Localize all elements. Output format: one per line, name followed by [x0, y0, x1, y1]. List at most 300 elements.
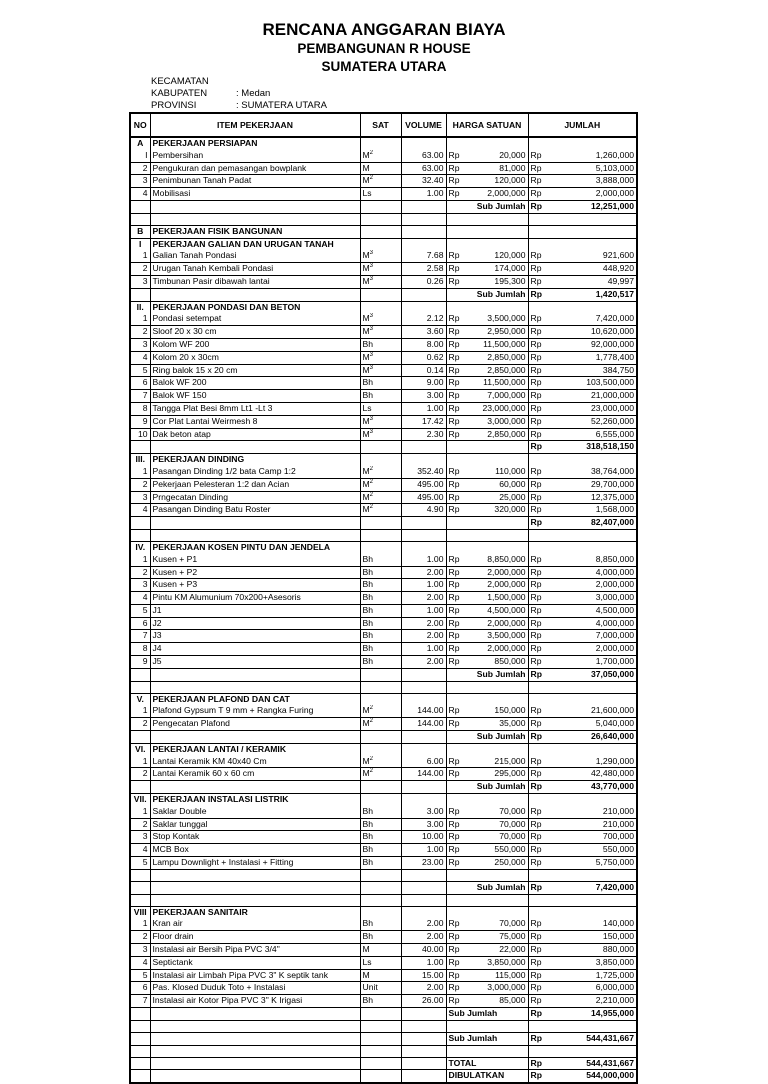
empty-cell — [360, 731, 401, 744]
unit-label: Bh — [362, 566, 374, 577]
unit-cell — [360, 969, 401, 982]
table-row — [130, 390, 637, 403]
item-description: MCB Box — [150, 844, 360, 857]
table-row — [130, 806, 637, 818]
unit-exponent: 3 — [369, 415, 374, 422]
empty-cell — [446, 743, 464, 755]
total-currency: Rp — [528, 918, 546, 930]
volume-value: 3.00 — [401, 390, 446, 403]
empty-cell — [150, 869, 360, 881]
empty-cell — [528, 454, 546, 466]
total-amount: 544,431,667 — [546, 1057, 637, 1070]
row-number: 2 — [130, 768, 150, 781]
unit-cell — [360, 275, 401, 288]
empty-cell — [528, 541, 546, 553]
unit-label: M — [362, 428, 370, 439]
empty-cell — [546, 454, 637, 466]
row-number: VIII — [130, 906, 150, 918]
subtotal-label: Sub Jumlah — [446, 731, 528, 744]
table-row — [130, 478, 637, 491]
unit-price: 295,000 — [464, 768, 528, 781]
total-amount: 550,000 — [546, 844, 637, 857]
subtotal-label — [446, 441, 528, 454]
unit-label: Bh — [362, 390, 374, 401]
header-harga-satuan: HARGA SATUAN — [446, 113, 528, 137]
total-amount: 38,764,000 — [546, 466, 637, 478]
volume-value: 2.00 — [401, 656, 446, 669]
row-number: 3 — [130, 491, 150, 504]
empty-cell — [546, 1045, 637, 1057]
empty-cell — [150, 668, 360, 681]
empty-cell — [546, 541, 637, 553]
price-currency: Rp — [446, 995, 464, 1008]
item-description: Instalasi air Bersih Pipa PVC 3/4" — [150, 944, 360, 957]
unit-label: M — [362, 162, 370, 173]
volume-value: 2.00 — [401, 982, 446, 995]
total-amount: 921,600 — [546, 250, 637, 262]
item-description: Lantai Keramik 60 x 60 cm — [150, 768, 360, 781]
row-number: 6 — [130, 982, 150, 995]
subtotal-row — [130, 200, 637, 213]
empty-cell — [401, 1008, 446, 1021]
unit-cell — [360, 630, 401, 643]
budget-table — [129, 112, 638, 1084]
unit-label: M — [362, 969, 370, 980]
total-amount: 21,600,000 — [546, 705, 637, 717]
price-currency: Rp — [446, 944, 464, 957]
empty-cell — [401, 137, 446, 150]
empty-cell — [130, 681, 150, 693]
total-amount: 103,500,000 — [546, 377, 637, 390]
volume-value: 3.00 — [401, 818, 446, 831]
empty-cell — [360, 1032, 401, 1045]
unit-cell — [360, 566, 401, 579]
item-description: Balok WF 150 — [150, 390, 360, 403]
unit-exponent: 3 — [369, 313, 374, 320]
table-row — [130, 326, 637, 339]
total-currency: Rp — [528, 441, 546, 454]
total-currency: Rp — [528, 162, 546, 175]
empty-cell — [130, 441, 150, 454]
item-description: Instalasi air Limbah Pipa PVC 3" K septik tank — [150, 969, 360, 982]
price-currency: Rp — [446, 313, 464, 325]
total-currency: Rp — [528, 390, 546, 403]
unit-exponent: 3 — [369, 428, 374, 435]
total-currency: Rp — [528, 844, 546, 857]
unit-cell — [360, 351, 401, 364]
volume-value: 17.42 — [401, 415, 446, 428]
total-currency: Rp — [528, 1070, 546, 1083]
table-row — [130, 705, 637, 717]
price-currency: Rp — [446, 956, 464, 969]
total-amount: 2,000,000 — [546, 579, 637, 592]
volume-value: 2.00 — [401, 630, 446, 643]
empty-cell — [546, 894, 637, 906]
empty-cell — [401, 225, 446, 238]
empty-cell — [446, 681, 464, 693]
total-currency: Rp — [528, 592, 546, 605]
unit-cell — [360, 705, 401, 717]
total-currency: Rp — [528, 630, 546, 643]
total-currency: Rp — [528, 969, 546, 982]
volume-value: 2.12 — [401, 313, 446, 325]
total-amount: 1,700,000 — [546, 656, 637, 669]
row-number: VII. — [130, 794, 150, 806]
empty-cell — [360, 906, 401, 918]
unit-label: M — [362, 944, 370, 955]
row-number: 4 — [130, 188, 150, 201]
empty-cell — [446, 794, 464, 806]
total-amount: 4,500,000 — [546, 604, 637, 617]
item-description: Stop Kontak — [150, 831, 360, 844]
item-description: Timbunan Pasir dibawah lantai — [150, 275, 360, 288]
empty-cell — [446, 906, 464, 918]
section-row — [130, 743, 637, 755]
price-currency: Rp — [446, 275, 464, 288]
total-amount: 82,407,000 — [546, 517, 637, 530]
price-currency: Rp — [446, 175, 464, 188]
empty-cell — [401, 1020, 446, 1032]
total-currency: Rp — [528, 995, 546, 1008]
total-amount: 2,000,000 — [546, 188, 637, 201]
section-title: PEKERJAAN PERSIAPAN — [150, 137, 360, 150]
empty-cell — [360, 301, 401, 313]
empty-cell — [401, 454, 446, 466]
total-amount: 14,955,000 — [546, 1008, 637, 1021]
unit-price: 2,000,000 — [464, 566, 528, 579]
total-amount: 92,000,000 — [546, 338, 637, 351]
empty-cell — [150, 781, 360, 794]
table-row — [130, 579, 637, 592]
price-currency: Rp — [446, 806, 464, 818]
table-row — [130, 969, 637, 982]
item-description: J5 — [150, 656, 360, 669]
empty-cell — [446, 894, 464, 906]
item-description: Pembersihan — [150, 150, 360, 162]
total-currency: Rp — [528, 668, 546, 681]
unit-label: M — [362, 491, 370, 502]
total-amount: 5,750,000 — [546, 857, 637, 870]
unit-label: Bh — [362, 630, 374, 641]
total-currency: Rp — [528, 579, 546, 592]
empty-cell — [464, 225, 528, 238]
price-currency: Rp — [446, 831, 464, 844]
total-currency: Rp — [528, 831, 546, 844]
unit-label: Bh — [362, 805, 374, 816]
unit-label: M — [362, 275, 370, 286]
volume-value: 1.00 — [401, 579, 446, 592]
empty-cell — [446, 213, 464, 225]
unit-price: 7,000,000 — [464, 390, 528, 403]
empty-cell — [401, 731, 446, 744]
item-description: J4 — [150, 643, 360, 656]
empty-cell — [446, 541, 464, 553]
empty-cell — [360, 441, 401, 454]
unit-label: Bh — [362, 338, 374, 349]
empty-cell — [528, 743, 546, 755]
volume-value: 1.00 — [401, 554, 446, 566]
price-currency: Rp — [446, 402, 464, 415]
empty-cell — [546, 693, 637, 705]
row-number: 4 — [130, 504, 150, 517]
row-number: 4 — [130, 844, 150, 857]
empty-cell — [130, 213, 150, 225]
row-number: 4 — [130, 956, 150, 969]
price-currency: Rp — [446, 428, 464, 441]
price-currency: Rp — [446, 504, 464, 517]
total-currency: Rp — [528, 881, 546, 894]
section-title: PEKERJAAN INSTALASI LISTRIK — [150, 794, 360, 806]
price-currency: Rp — [446, 390, 464, 403]
empty-cell — [360, 693, 401, 705]
item-description: Instalasi air Kotor Pipa PVC 3" K Irigasi — [150, 995, 360, 1008]
volume-value: 2.00 — [401, 918, 446, 930]
total-currency: Rp — [528, 402, 546, 415]
unit-cell — [360, 554, 401, 566]
row-number: 2 — [130, 566, 150, 579]
table-row — [130, 918, 637, 930]
unit-label: Bh — [362, 617, 374, 628]
unit-price: 120,000 — [464, 250, 528, 262]
unit-price: 215,000 — [464, 756, 528, 768]
item-description: J1 — [150, 604, 360, 617]
total-amount: 544,000,000 — [546, 1070, 637, 1083]
item-description: Septictank — [150, 956, 360, 969]
total-currency: Rp — [528, 1008, 546, 1021]
unit-cell — [360, 756, 401, 768]
row-number: I — [130, 238, 150, 250]
row-number: 7 — [130, 390, 150, 403]
total-amount: 37,050,000 — [546, 668, 637, 681]
empty-cell — [546, 225, 637, 238]
total-currency: Rp — [528, 617, 546, 630]
subtotal-label: Sub Jumlah — [446, 781, 528, 794]
empty-cell — [360, 881, 401, 894]
unit-price: 3,500,000 — [464, 630, 528, 643]
table-row — [130, 630, 637, 643]
header-jumlah: JUMLAH — [528, 113, 637, 137]
table-row — [130, 617, 637, 630]
total-amount: 3,850,000 — [546, 956, 637, 969]
section-row — [130, 225, 637, 238]
empty-cell — [446, 693, 464, 705]
table-row — [130, 415, 637, 428]
unit-label: M — [362, 364, 370, 375]
empty-cell — [528, 794, 546, 806]
empty-cell — [546, 301, 637, 313]
total-currency: Rp — [528, 517, 546, 530]
volume-value: 26.00 — [401, 995, 446, 1008]
price-currency: Rp — [446, 466, 464, 478]
table-row — [130, 718, 637, 731]
row-number: 2 — [130, 263, 150, 276]
empty-cell — [150, 1020, 360, 1032]
empty-cell — [401, 301, 446, 313]
row-number: 3 — [130, 175, 150, 188]
unit-cell — [360, 250, 401, 262]
empty-cell — [446, 1045, 464, 1057]
table-header-row — [130, 113, 637, 137]
table-row — [130, 756, 637, 768]
price-currency: Rp — [446, 592, 464, 605]
total-currency: Rp — [528, 250, 546, 262]
empty-cell — [150, 681, 360, 693]
unit-cell — [360, 806, 401, 818]
total-amount: 150,000 — [546, 931, 637, 944]
empty-cell — [360, 1070, 401, 1083]
unit-label: Ls — [362, 188, 372, 199]
total-currency: Rp — [528, 956, 546, 969]
total-amount: 3,000,000 — [546, 592, 637, 605]
empty-cell — [528, 301, 546, 313]
table-row — [130, 818, 637, 831]
unit-label: M — [362, 175, 370, 186]
volume-value: 2.00 — [401, 592, 446, 605]
total-currency: Rp — [528, 504, 546, 517]
empty-cell — [130, 1032, 150, 1045]
unit-price: 2,950,000 — [464, 326, 528, 339]
volume-value: 495.00 — [401, 478, 446, 491]
empty-cell — [446, 301, 464, 313]
total-amount: 7,000,000 — [546, 630, 637, 643]
empty-cell — [528, 238, 546, 250]
row-number: 6 — [130, 377, 150, 390]
unit-price: 115,000 — [464, 969, 528, 982]
item-description: Prngecatan Dinding — [150, 491, 360, 504]
empty-cell — [528, 869, 546, 881]
table-body — [130, 137, 637, 1083]
unit-cell — [360, 592, 401, 605]
empty-cell — [360, 894, 401, 906]
item-description: Pas. Klosed Duduk Toto + Instalasi — [150, 982, 360, 995]
unit-label: M — [362, 465, 370, 476]
total-currency: Rp — [528, 415, 546, 428]
empty-cell — [360, 1008, 401, 1021]
document-subtitle-project: PEMBANGUNAN R HOUSE — [297, 41, 471, 56]
document-subtitle-region: SUMATERA UTARA — [321, 59, 447, 74]
total-amount: 318,518,150 — [546, 441, 637, 454]
unit-price: 850,000 — [464, 656, 528, 669]
row-number: 5 — [130, 857, 150, 870]
unit-cell — [360, 944, 401, 957]
table-row — [130, 338, 637, 351]
table-row — [130, 931, 637, 944]
section-title: PEKERJAAN GALIAN DAN URUGAN TANAH — [150, 238, 360, 250]
empty-cell — [546, 743, 637, 755]
row-number: IV. — [130, 541, 150, 553]
unit-cell — [360, 504, 401, 517]
row-number: 1 — [130, 756, 150, 768]
volume-value: 9.00 — [401, 377, 446, 390]
empty-cell — [464, 906, 528, 918]
item-description: Mobilisasi — [150, 188, 360, 201]
item-description: J2 — [150, 617, 360, 630]
price-currency: Rp — [446, 566, 464, 579]
row-number: 8 — [130, 643, 150, 656]
total-amount: 140,000 — [546, 918, 637, 930]
unit-cell — [360, 175, 401, 188]
empty-cell — [528, 681, 546, 693]
unit-cell — [360, 415, 401, 428]
unit-label: M — [362, 478, 370, 489]
unit-label: Bh — [362, 831, 374, 842]
section-row — [130, 906, 637, 918]
header-sat: SAT — [360, 113, 401, 137]
item-description: Pasangan Dinding Batu Roster — [150, 504, 360, 517]
price-currency: Rp — [446, 617, 464, 630]
item-description: Tangga Plat Besi 8mm Lt1 -Lt 3 — [150, 402, 360, 415]
row-number: 2 — [130, 326, 150, 339]
total-currency: Rp — [528, 705, 546, 717]
unit-label: Ls — [362, 956, 372, 967]
total-currency: Rp — [528, 731, 546, 744]
section-title: PEKERJAAN DINDING — [150, 454, 360, 466]
total-currency: Rp — [528, 857, 546, 870]
volume-value: 2.00 — [401, 617, 446, 630]
volume-value: 1.00 — [401, 956, 446, 969]
empty-cell — [528, 693, 546, 705]
total-amount: 210,000 — [546, 818, 637, 831]
total-amount: 29,700,000 — [546, 478, 637, 491]
table-row — [130, 188, 637, 201]
empty-cell — [360, 454, 401, 466]
empty-cell — [130, 881, 150, 894]
empty-cell — [546, 529, 637, 541]
total-currency: Rp — [528, 818, 546, 831]
spacer-row — [130, 1020, 637, 1032]
item-description: J3 — [150, 630, 360, 643]
unit-label: Bh — [362, 377, 374, 388]
empty-cell — [130, 869, 150, 881]
unit-exponent: 3 — [369, 263, 374, 270]
unit-price: 250,000 — [464, 857, 528, 870]
unit-price: 8,850,000 — [464, 554, 528, 566]
total-amount: 210,000 — [546, 806, 637, 818]
subtotal-label: Sub Jumlah — [446, 881, 528, 894]
empty-cell — [464, 1045, 528, 1057]
unit-cell — [360, 956, 401, 969]
total-amount: 1,568,000 — [546, 504, 637, 517]
total-currency: Rp — [528, 313, 546, 325]
empty-cell — [360, 1045, 401, 1057]
empty-cell — [446, 529, 464, 541]
unit-label: Bh — [362, 918, 374, 929]
empty-cell — [528, 1020, 546, 1032]
price-currency: Rp — [446, 415, 464, 428]
unit-price: 70,000 — [464, 918, 528, 930]
section-title: PEKERJAAN FISIK BANGUNAN — [150, 225, 360, 238]
unit-label: Bh — [362, 592, 374, 603]
unit-cell — [360, 931, 401, 944]
table-row — [130, 175, 637, 188]
row-number: 2 — [130, 931, 150, 944]
empty-cell — [546, 238, 637, 250]
table-row — [130, 377, 637, 390]
unit-price: 22,000 — [464, 944, 528, 957]
row-number: I — [130, 150, 150, 162]
spacer-row — [130, 1045, 637, 1057]
empty-cell — [150, 213, 360, 225]
unit-exponent: 2 — [369, 175, 374, 182]
header-no: NO — [130, 113, 150, 137]
unit-label: M — [362, 504, 370, 515]
empty-cell — [130, 894, 150, 906]
empty-cell — [401, 881, 446, 894]
unit-price: 2,000,000 — [464, 643, 528, 656]
unit-label: Bh — [362, 643, 374, 654]
table-row — [130, 604, 637, 617]
total-currency: Rp — [528, 200, 546, 213]
